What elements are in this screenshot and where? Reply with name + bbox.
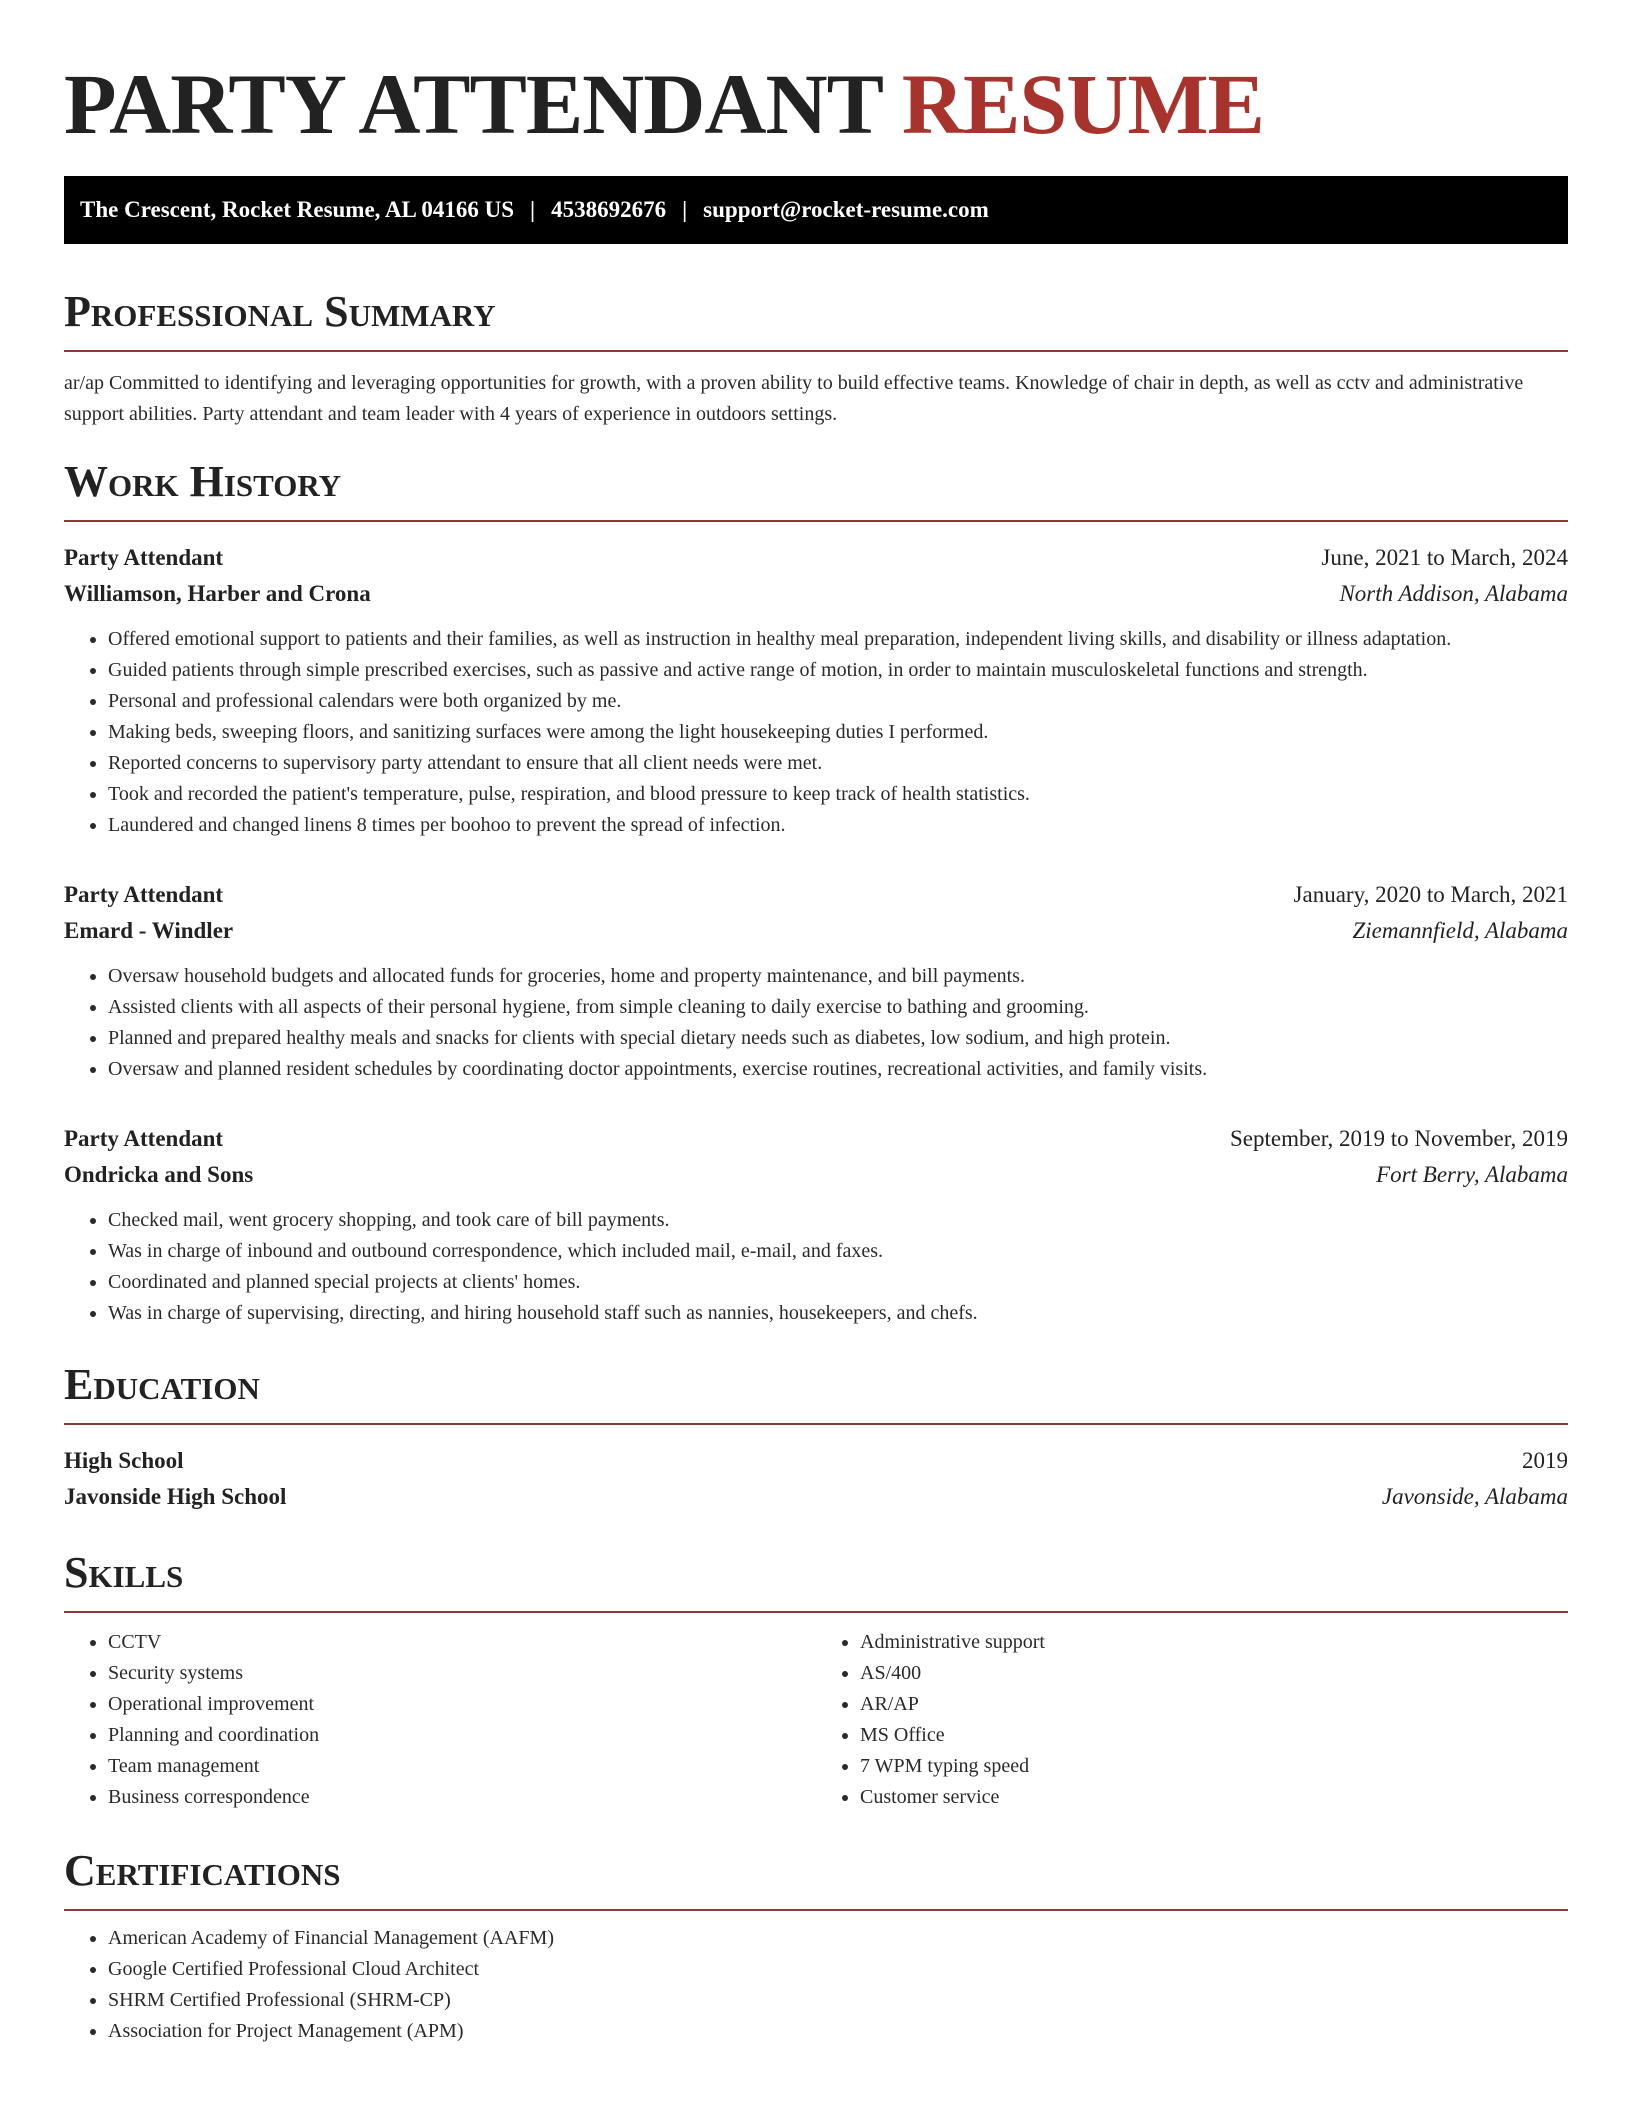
skill-item: • MS Office [860,1720,1568,1751]
contact-separator: | [530,197,536,222]
skill-item: • Security systems [108,1658,816,1689]
summary-heading: Professional Summary [64,284,1568,352]
resume-page [64,0,1568,2047]
certification-item: • SHRM Certified Professional (SHRM-CP) [108,1985,1568,2016]
job-dates: January, 2020 to March, 2021 [1293,882,1568,907]
job-duties [64,1205,1568,1329]
skill-item: • Operational improvement [108,1689,816,1720]
job-duty: • Oversaw and planned resident schedules by coordinating doctor appointments, exercise routines, recreational activities, and family visits. [108,1054,1568,1085]
job-company: Emard - Windler [64,918,234,943]
job-duty: • Laundered and changed linens 8 times per boohoo to prevent the spread of infection. [108,810,1568,841]
skill-item: • Customer service [860,1782,1568,1813]
job-duty: • Making beds, sweeping floors, and sanitizing surfaces were among the light housekeeping duties I performed. [108,717,1568,748]
job-entry [64,877,1568,1085]
skills-grid [64,1627,1568,1813]
job-location: Fort Berry, Alabama [1376,1162,1568,1187]
education-entry [64,1443,1568,1515]
title-accent: RESUME [901,56,1264,152]
skill-item: • Planning and coordination [108,1720,816,1751]
job-entry [64,1121,1568,1329]
job-duty: • Coordinated and planned special projects at clients' homes. [108,1267,1568,1298]
job-duty: • Was in charge of inbound and outbound correspondence, which included mail, e-mail, and faxes. [108,1236,1568,1267]
skill-item: • AR/AP [860,1689,1568,1720]
skills-heading: Skills [64,1545,1568,1613]
contact-phone: 4538692676 [551,197,667,222]
skill-item: • Business correspondence [108,1782,816,1813]
job-duty: • Reported concerns to supervisory party attendant to ensure that all client needs were met. [108,748,1568,779]
skills-list-left [64,1627,816,1813]
certification-item: • Google Certified Professional Cloud Architect [108,1954,1568,1985]
skill-item: • Administrative support [860,1627,1568,1658]
job-dates: September, 2019 to November, 2019 [1230,1126,1568,1151]
education-heading: Education [64,1357,1568,1425]
job-location: Ziemannfield, Alabama [1352,918,1568,943]
job-company: Ondricka and Sons [64,1162,254,1187]
job-duty: • Oversaw household budgets and allocated funds for groceries, home and property maintenance, and bill payments. [108,961,1568,992]
job-duties [64,624,1568,841]
education-year: 2019 [1522,1448,1568,1473]
work-history-heading: Work History [64,454,1568,522]
certifications-list [64,1923,1568,2047]
job-duty: • Guided patients through simple prescribed exercises, such as passive and active range of motion, in order to maintain musculoskeletal functions and strength. [108,655,1568,686]
job-duties [64,961,1568,1085]
job-location: North Addison, Alabama [1339,581,1568,606]
job-dates: June, 2021 to March, 2024 [1321,545,1568,570]
certifications-heading: Certifications [64,1843,1568,1911]
resume-title [64,0,1568,154]
education-location: Javonside, Alabama [1381,1484,1568,1509]
contact-separator: | [682,197,688,222]
job-company: Williamson, Harber and Crona [64,581,371,606]
job-entry [64,540,1568,841]
education-school: Javonside High School [64,1484,287,1509]
job-duty: • Personal and professional calendars were both organized by me. [108,686,1568,717]
job-duty: • Offered emotional support to patients and their families, as well as instruction in healthy meal preparation, independent living skills, and disability or illness adaptation. [108,624,1568,655]
job-title: Party Attendant [64,1126,224,1151]
job-duty: • Planned and prepared healthy meals and snacks for clients with special dietary needs such as diabetes, low sodium, and high protein. [108,1023,1568,1054]
job-title: Party Attendant [64,882,224,907]
title-main: PARTY ATTENDANT [64,56,882,152]
contact-address: The Crescent, Rocket Resume, AL 04166 US [80,197,514,222]
skill-item: • CCTV [108,1627,816,1658]
education-degree: High School [64,1448,184,1473]
contact-bar [64,176,1568,244]
certification-item: • American Academy of Financial Management (AAFM) [108,1923,1568,1954]
job-title: Party Attendant [64,545,224,570]
summary-text: ar/ap Committed to identifying and leveraging opportunities for growth, with a proven ability to build effective teams. Knowledge of chair in depth, as well as cctv and administrative support abilities. Party attendant and team leader with 4 years of experience in outdoors settings. [64,372,1524,425]
job-duty: • Checked mail, went grocery shopping, and took care of bill payments. [108,1205,1568,1236]
job-duty: • Was in charge of supervising, directing, and hiring household staff such as nannies, housekeepers, and chefs. [108,1298,1568,1329]
skill-item: • 7 WPM typing speed [860,1751,1568,1782]
job-duty: • Took and recorded the patient's temperature, pulse, respiration, and blood pressure to keep track of health statistics. [108,779,1568,810]
certification-item: • Association for Project Management (APM) [108,2016,1568,2047]
job-duty: • Assisted clients with all aspects of their personal hygiene, from simple cleaning to daily exercise to bathing and grooming. [108,992,1568,1023]
skill-item: • Team management [108,1751,816,1782]
skills-list-right [816,1627,1568,1813]
contact-email: support@rocket-resume.com [703,197,989,222]
skill-item: • AS/400 [860,1658,1568,1689]
